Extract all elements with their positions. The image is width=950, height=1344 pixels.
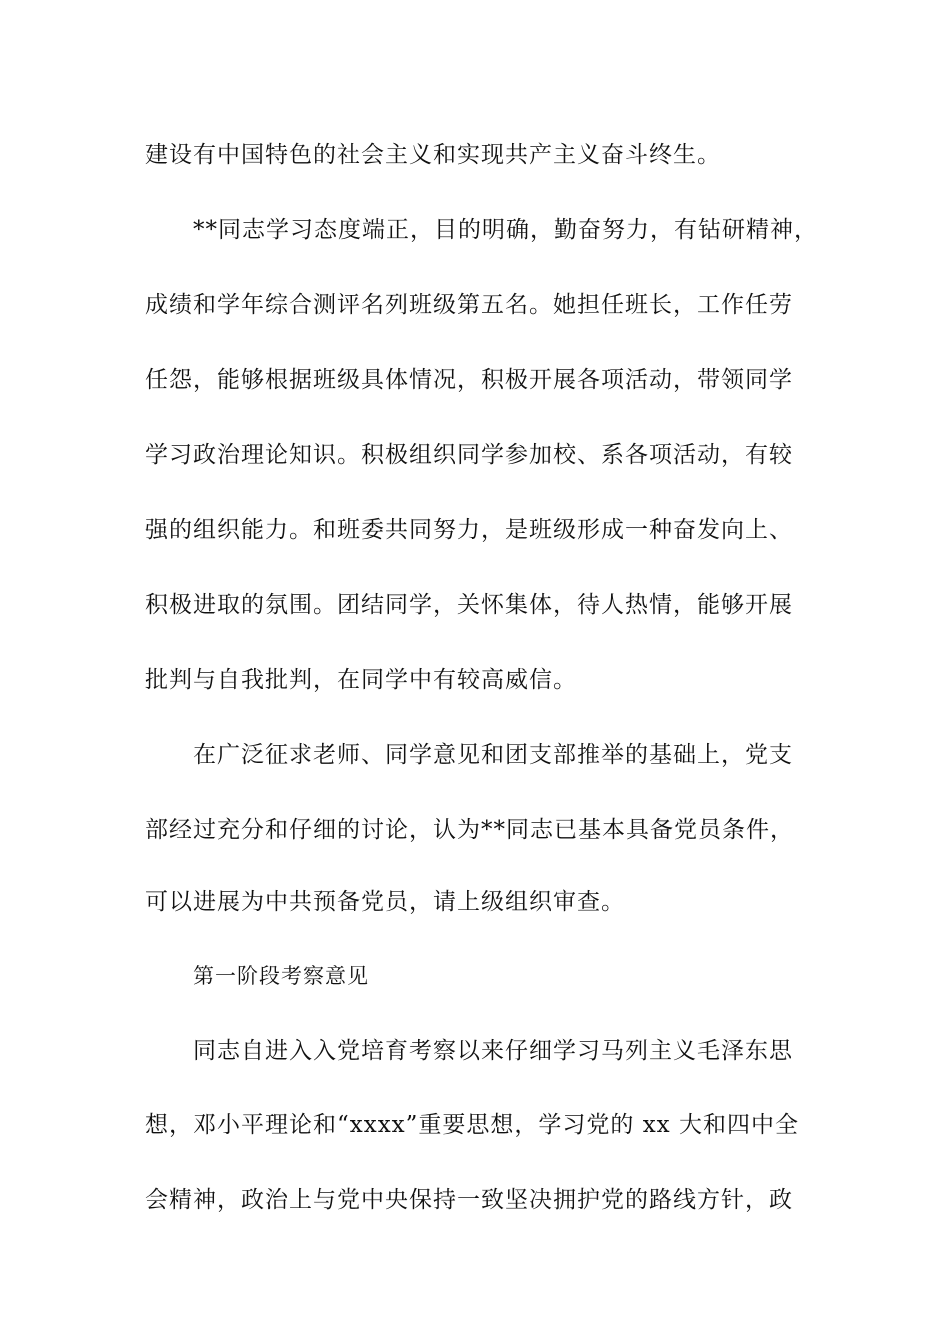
text-line-1: 建设有中国特色的社会主义和实现共产主义奋斗终生。 [145, 142, 721, 168]
text-line-5: 学习政治理论知识。积极组织同学参加校、系各项活动，有较 [145, 442, 793, 468]
text-line-8: 批判与自我批判，在同学中有较高威信。 [145, 667, 577, 693]
text-line-10: 部经过充分和仔细的讨论，认为**同志已基本具备党员条件， [145, 817, 794, 843]
text-line-6: 强的组织能力。和班委共同努力，是班级形成一种奋发向上、 [145, 517, 793, 543]
text-line-9: 在广泛征求老师、同学意见和团支部推举的基础上，党支 [193, 742, 793, 768]
text-line-4: 任怨，能够根据班级具体情况，积极开展各项活动，带领同学 [145, 367, 793, 393]
text-line-11: 可以进展为中共预备党员，请上级组织审查。 [145, 889, 625, 915]
text-line-2: **同志学习态度端正，目的明确，勤奋努力，有钻研精神， [193, 217, 818, 243]
text-line-13: 同志自进入入党培育考察以来仔细学习马列主义毛泽东思 [193, 1038, 793, 1064]
text-line-7: 积极进取的氛围。团结同学，关怀集体，待人热情，能够开展 [145, 592, 793, 618]
text-line-14: 想，邓小平理论和“xxxx”重要思想，学习党的 xx 大和四中全 [145, 1112, 799, 1138]
text-line-15: 会精神，政治上与党中央保持一致坚决拥护党的路线方针，政 [145, 1187, 793, 1213]
section-heading: 第一阶段考察意见 [193, 964, 369, 988]
text-line-3: 成绩和学年综合测评名列班级第五名。她担任班长，工作任劳 [145, 292, 793, 318]
